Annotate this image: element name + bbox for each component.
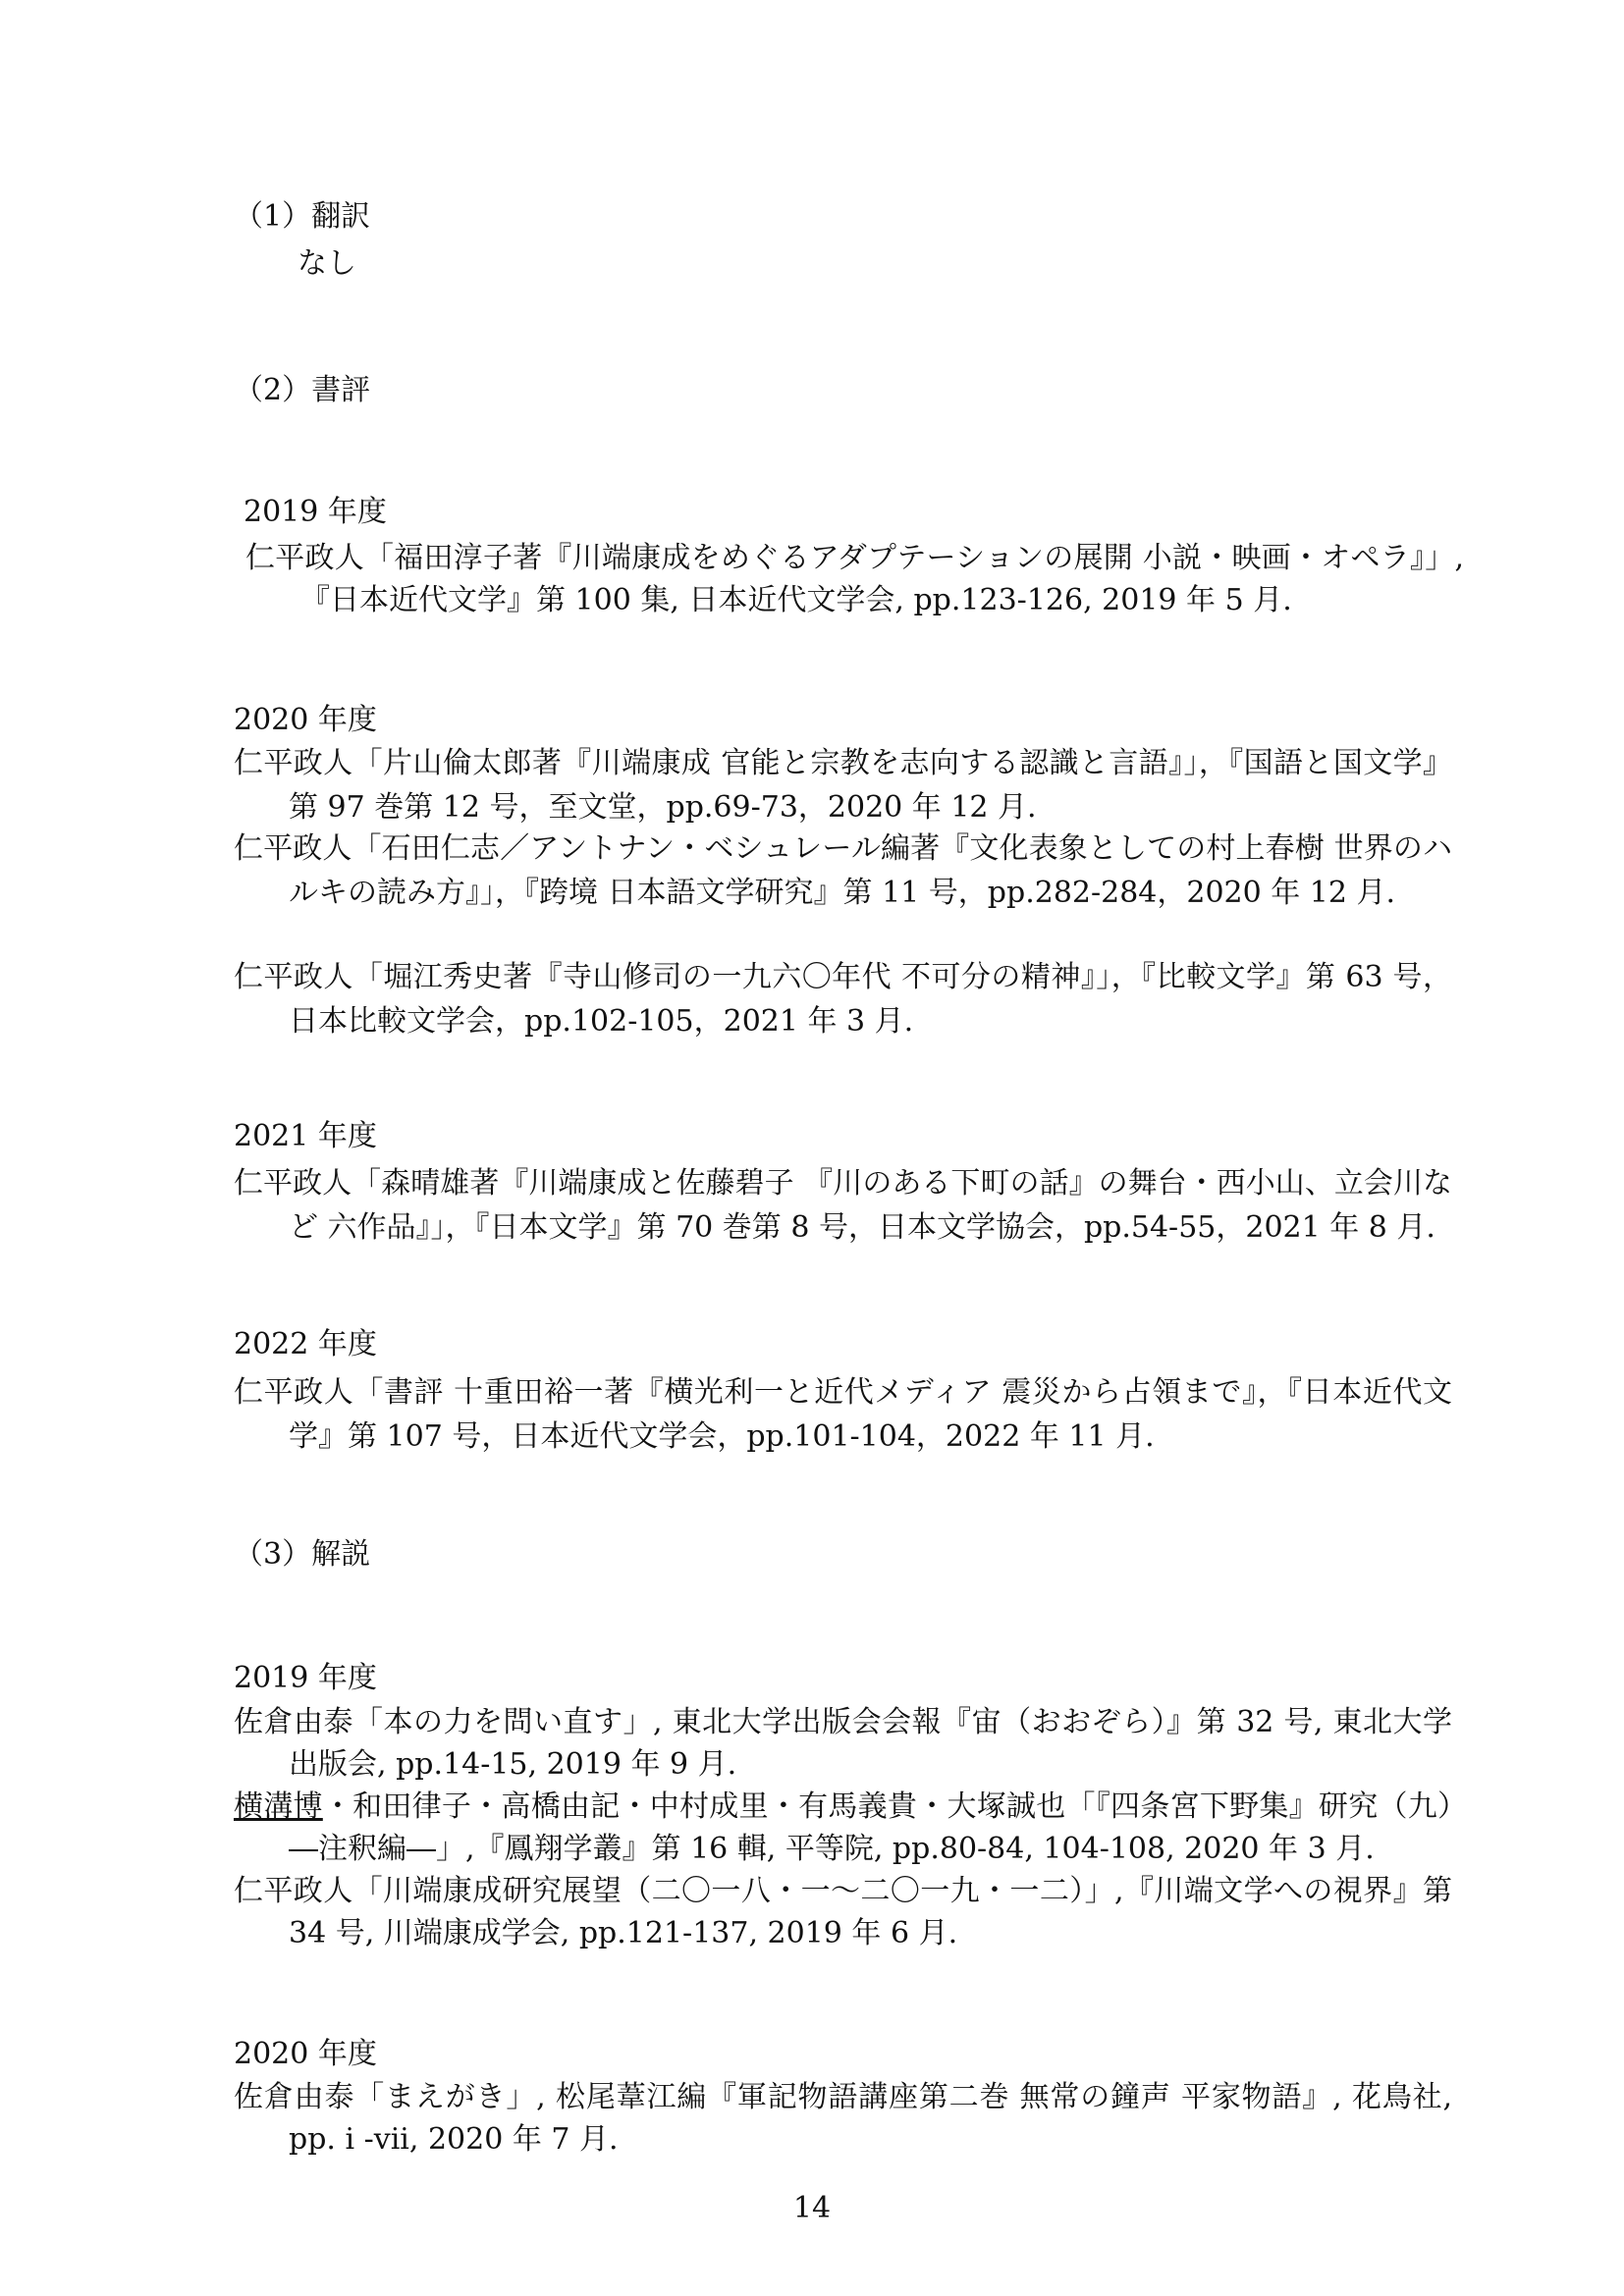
review-entry: 仁平政人「石田仁志／アントナン・ベシュレール編著『文化表象としての村上春樹 世界のハルキの読み方』」，『跨境 日本語文学研究』第 11 号，pp.282-284，2020 年 12 月. [234,831,1452,910]
review-entry: 仁平政人「堀江秀史著『寺山修司の一九六〇年代 不可分の精神』」，『比較文学』第 63 号，日本比較文学会，pp.102-105，2021 年 3 月. [234,960,1452,1039]
year-heading: 2019 年度 [244,495,387,529]
year-heading: 2020 年度 [234,703,377,737]
translation-body: なし [298,246,356,281]
review-entry: 仁平政人「福田淳子著『川端康成をめぐるアダプテーションの展開 小説・映画・オペラ』」, 『日本近代文学』第 100 集, 日本近代文学会, pp.123-126, 2019 年 5 月. [245,541,1464,617]
commentary-entry-text: ・和田律子・高橋由記・中村成里・有馬義貴・大塚誠也「『四条宮下野集』研究（九）―注釈編―」,『鳳翔学叢』第 16 輯, 平等院, pp.80-84, 104-108, 2020 年 3 月. [289,1789,1453,1866]
review-entry: 仁平政人「片山倫太郎著『川端康成 官能と宗教を志向する認識と言語』」，『国語と国文学』第 97 巻第 12 号，至文堂，pp.69-73，2020 年 12 月. [234,746,1452,825]
commentary-entry [234,1786,1452,1870]
review-entry: 仁平政人「森晴雄著『川端康成と佐藤碧子 『川のある下町の話』の舞台・西小山、立会川など 六作品』」，『日本文学』第 70 巻第 8 号，日本文学協会，pp.54-55，2021 年 8 月. [234,1166,1452,1245]
author-underlined: 横溝博 [234,1789,323,1824]
review-entry: 仁平政人「書評 十重田裕一著『横光利一と近代メディア 震災から占領まで』，『日本近代文学』第 107 号，日本近代文学会，pp.101-104，2022 年 11 月. [234,1375,1452,1454]
section-heading-translation: （1）翻訳 [234,199,371,234]
commentary-entry: 仁平政人「川端康成研究展望（二〇一八・一〜二〇一九・一二）」,『川端文学への視界』第 34 号, 川端康成学会, pp.121-137, 2019 年 6 月. [234,1874,1452,1950]
page-number: 14 [792,2191,832,2225]
section-heading-commentary: （3）解説 [234,1537,371,1572]
section-heading-reviews: （2）書評 [234,373,371,407]
year-heading: 2020 年度 [234,2037,377,2071]
year-heading: 2022 年度 [234,1327,377,1362]
commentary-entry: 佐倉由泰「本の力を問い直す」, 東北大学出版会会報『宙（おおぞら）』第 32 号, 東北大学出版会, pp.14-15, 2019 年 9 月. [234,1705,1452,1782]
commentary-entry: 佐倉由泰「まえがき」, 松尾葦江編『軍記物語講座第二巻 無常の鐘声 平家物語』, 花鳥社, pp. i -vii, 2020 年 7 月. [234,2080,1452,2157]
year-heading: 2021 年度 [234,1119,377,1153]
year-heading: 2019 年度 [234,1661,377,1695]
